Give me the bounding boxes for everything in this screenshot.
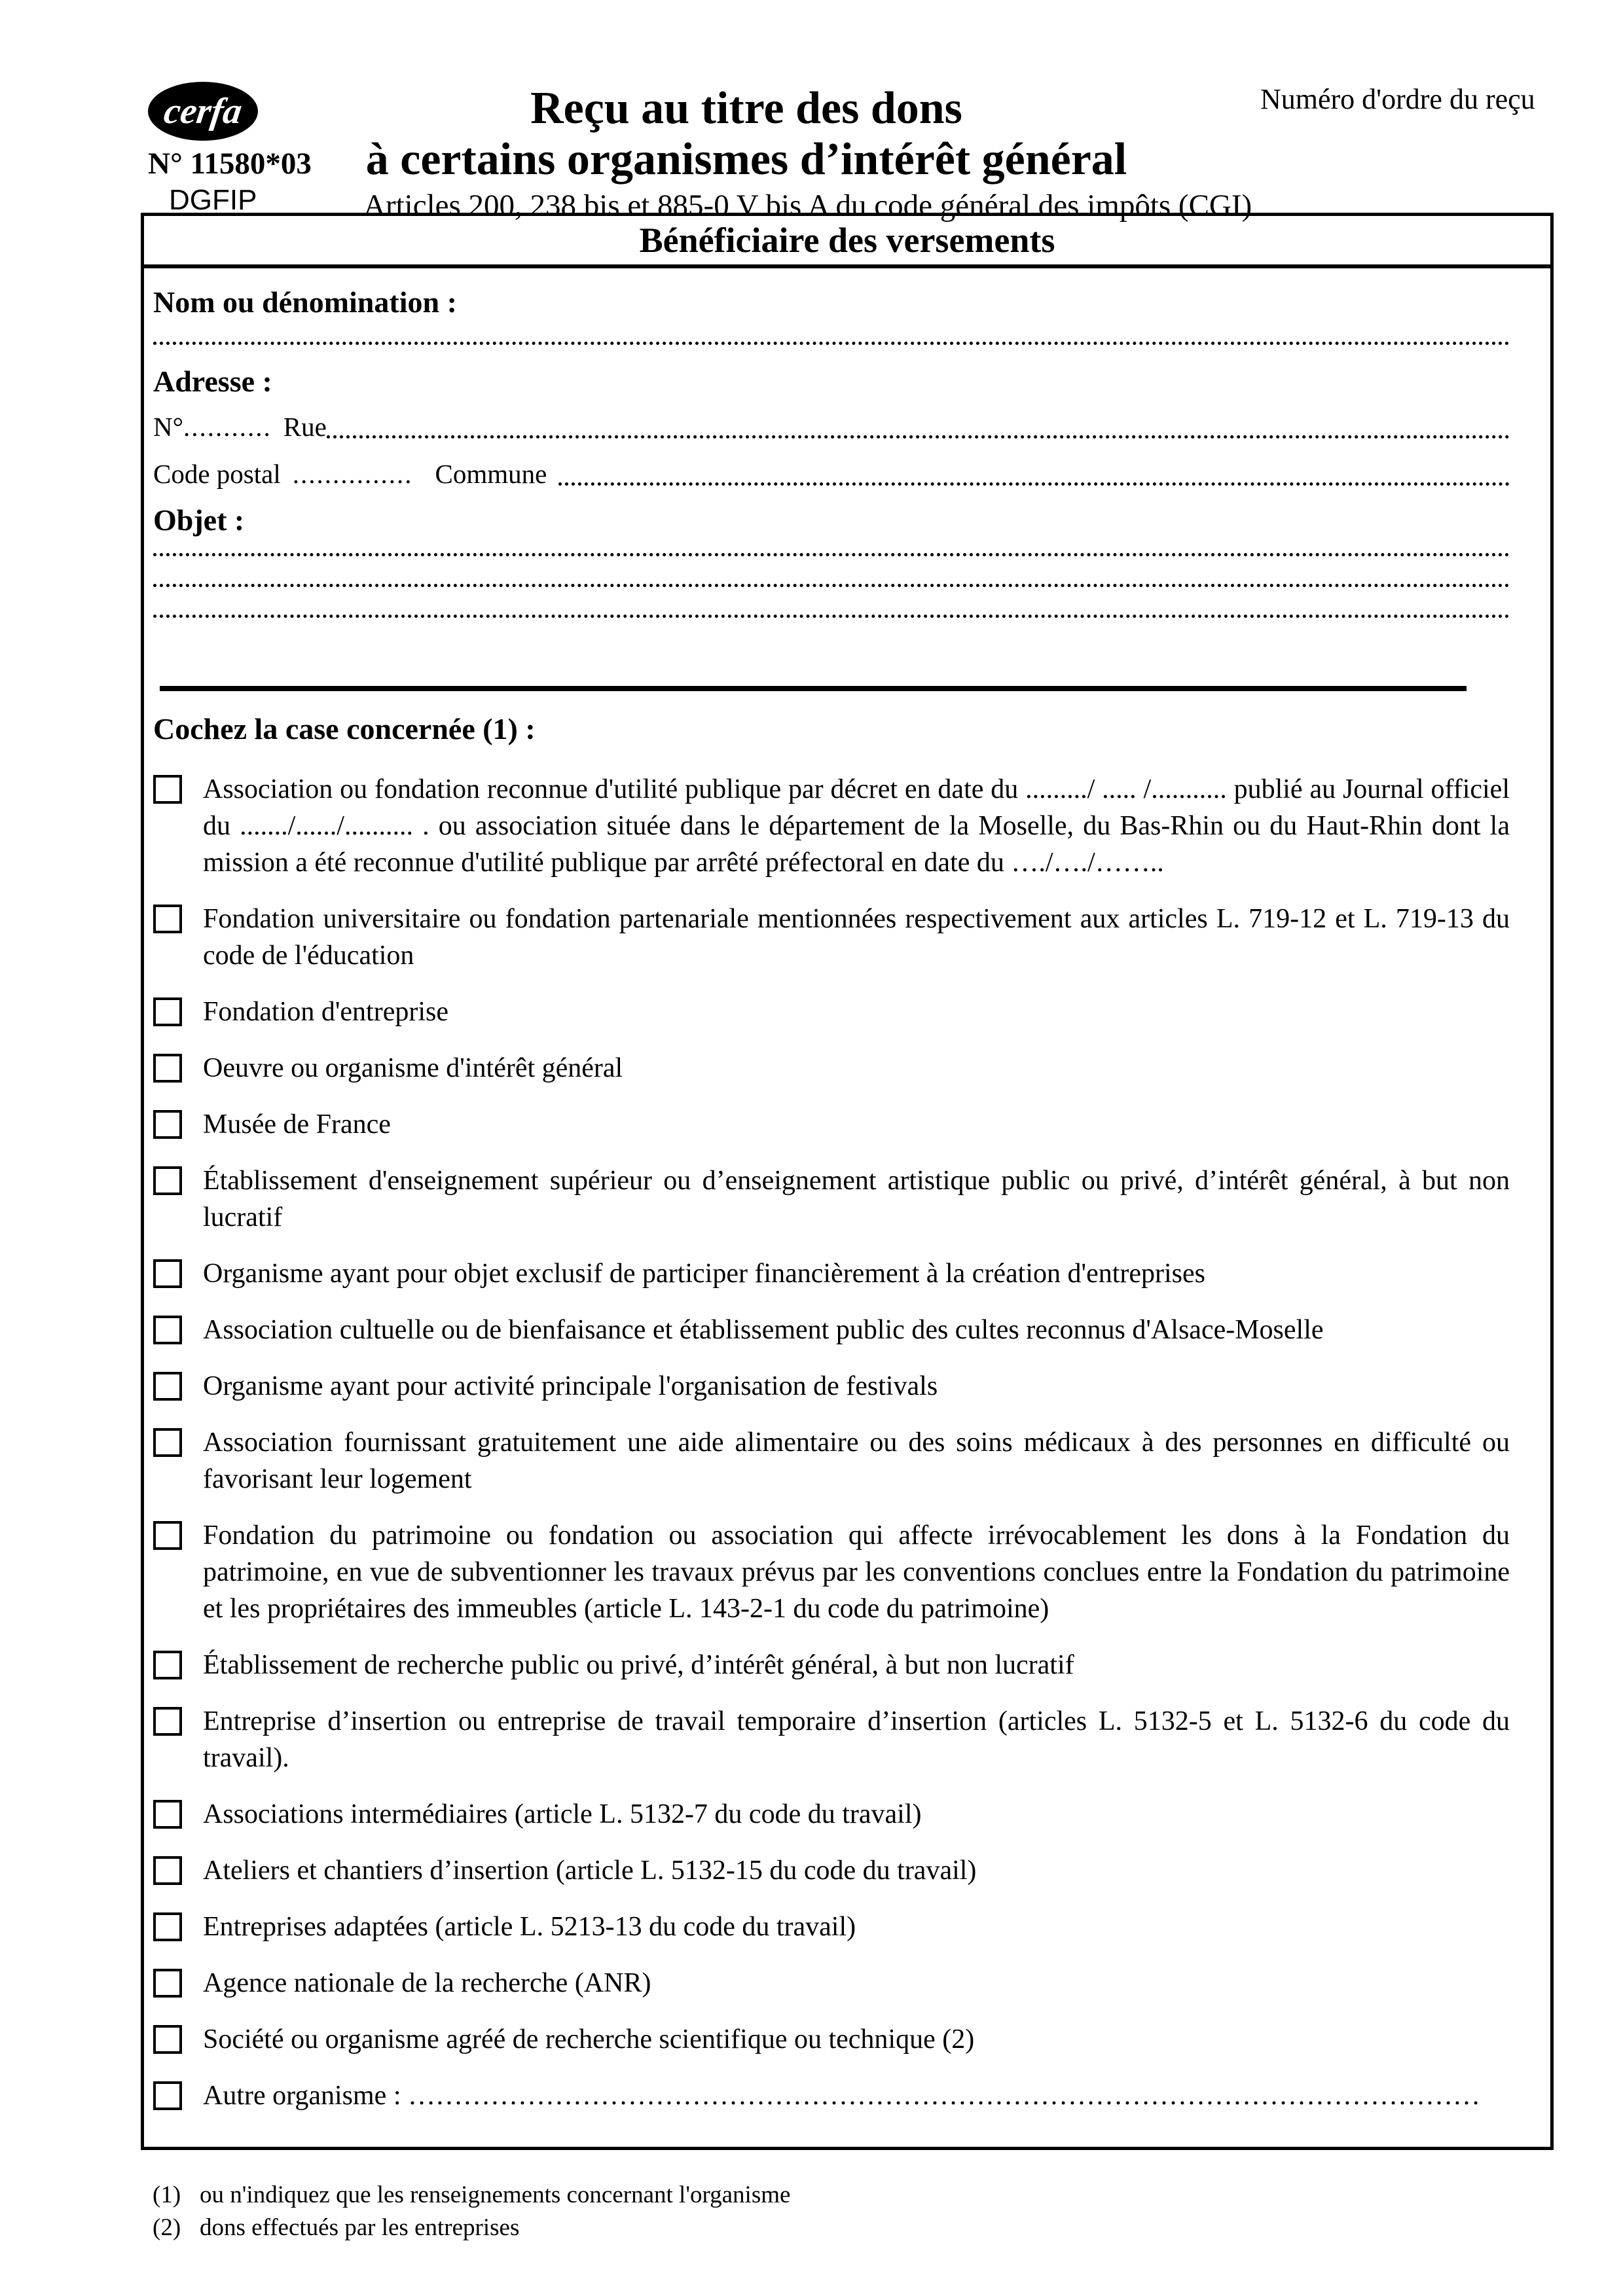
footnote-1 <box>153 2179 1623 2212</box>
checklist <box>153 771 1510 2114</box>
checkbox-item-fondation-universitaire <box>153 901 1510 974</box>
checkbox-item-label: Fondation universitaire ou fondation partenariale mentionnées respectivement aux articles L. 719-12 et L. 719-13 du code de l'éducation <box>203 904 1510 971</box>
checkbox-item-aide-alimentaire <box>153 1424 1510 1498</box>
cerfa-logo-block <box>148 82 312 217</box>
address-label: Adresse : <box>153 365 272 398</box>
checkbox[interactable] <box>153 1372 182 1401</box>
checkbox[interactable] <box>153 1259 182 1288</box>
checkbox-item-label: Association cultuelle ou de bienfaisance et établissement public des cultes reconnus d'Alsace-Moselle <box>203 1315 1324 1345</box>
commune-label: Commune <box>435 459 547 489</box>
checkbox[interactable] <box>153 1856 182 1885</box>
checkbox-item-associations-intermediaires <box>153 1796 1510 1833</box>
checkbox-item-label: Entreprise d’insertion ou entreprise de travail temporaire d’insertion (articles L. 5132-5 et L. 5132-6 du code du travail). <box>203 1706 1510 1773</box>
checkbox-item-ateliers-chantiers-insertion <box>153 1852 1510 1889</box>
object-label: Objet : <box>153 503 245 537</box>
checkbox[interactable] <box>153 1800 182 1829</box>
checkbox-item-etablissement-enseignement <box>153 1162 1510 1236</box>
footnote-number: (2) <box>153 2214 181 2241</box>
checkbox-item-label: Association fournissant gratuitement une aide alimentaire ou des soins médicaux à des personnes en difficulté ou favorisant leur logement <box>203 1427 1510 1494</box>
object-fill-line-1[interactable] <box>153 553 1510 556</box>
footnote-number: (1) <box>153 2181 181 2208</box>
checkbox-item-label: Associations intermédiaires (article L. 5132-7 du code du travail) <box>203 1799 922 1829</box>
footnote-text: dons effectués par les entreprises <box>200 2214 520 2241</box>
checkbox[interactable] <box>153 2081 182 2110</box>
cerfa-logo-text: cerfa <box>161 91 245 132</box>
checkbox-item-label: Établissement d'enseignement supérieur ou d’enseignement artistique public ou privé, d’intérêt général, à but non lucratif <box>203 1166 1510 1232</box>
checkbox-item-label: Établissement de recherche public ou privé, d’intérêt général, à but non lucratif <box>203 1650 1074 1680</box>
checkbox[interactable] <box>153 1912 182 1941</box>
section-title: Bénéficiaire des versements <box>144 216 1550 268</box>
checkbox[interactable] <box>153 997 182 1026</box>
checkbox-item-organisation-festivals <box>153 1368 1510 1405</box>
checkbox-item-label: Association ou fondation reconnue d'utilité publique par décret en date du ........./ ..... /........... publié au Journal officiel du ......./....../.......... . ou association située dans le département de la Moselle, du Bas-Rhin ou du Haut-Rhin dont la mission a été reconnue d'utilité publique par arrêté préfectoral en date du …./…./…….. <box>203 774 1510 878</box>
checkbox-item-label: Entreprises adaptées (article L. 5213-13 du code du travail) <box>203 1912 856 1942</box>
checkbox-item-musee-de-france <box>153 1106 1510 1143</box>
checkbox[interactable] <box>153 1110 182 1139</box>
checkbox[interactable] <box>153 775 182 804</box>
checkbox[interactable] <box>153 905 182 933</box>
section-separator <box>160 686 1467 691</box>
name-fill-line[interactable] <box>153 342 1510 345</box>
checkbox-item-label: Fondation du patrimoine ou fondation ou association qui affecte irrévocablement les dons à la Fondation du patrimoine, en vue de subventionner les travaux prévus par les conventions conclues entre la Fondation du patrimoine et les propriétaires des immeubles (article L. 143-2-1 du code du patrimoine) <box>203 1520 1510 1624</box>
checkbox-item-oeuvre-interet-general <box>153 1050 1510 1086</box>
form-title-line1: Reçu au titre des dons <box>530 83 962 134</box>
checkbox-item-recherche-scientifique <box>153 2021 1510 2058</box>
form-subtitle: Articles 200, 238 bis et 885-0 V bis A du code général des impôts (CGI) <box>363 188 1252 223</box>
checkbox-item-etablissement-recherche <box>153 1647 1510 1683</box>
agency-label: DGFIP <box>169 184 257 216</box>
order-number-label: Numéro d'ordre du reçu <box>1260 83 1535 115</box>
checkbox[interactable] <box>153 1166 182 1195</box>
checkbox-item-creation-entreprises <box>153 1255 1510 1292</box>
checkbox[interactable] <box>153 1054 182 1083</box>
checkbox-item-label: Ateliers et chantiers d’insertion (article L. 5132-15 du code du travail) <box>203 1856 977 1886</box>
checkbox-item-association-cultuelle <box>153 1312 1510 1348</box>
checkbox-item-label: Organisme ayant pour objet exclusif de participer financièrement à la création d'entreprises <box>203 1259 1205 1289</box>
checkbox-item-autre-organisme <box>153 2077 1510 2114</box>
footnotes <box>153 2179 1623 2244</box>
beneficiary-fields <box>144 285 1550 2147</box>
checkbox-item-label: Société ou organisme agréé de recherche scientifique ou technique (2) <box>203 2024 975 2054</box>
checkbox[interactable] <box>153 2025 182 2054</box>
name-label: Nom ou dénomination : <box>153 285 457 319</box>
postal-row <box>153 457 1510 490</box>
cerfa-logo-icon <box>148 82 258 141</box>
object-fill-line-3[interactable] <box>153 615 1510 618</box>
postal-code-fill[interactable]: ............... <box>292 459 413 489</box>
checkbox-item-fondation-patrimoine <box>153 1517 1510 1627</box>
street-row <box>153 410 1510 443</box>
postal-code-label: Code postal <box>153 459 281 489</box>
checkbox-item-anr <box>153 1965 1510 2001</box>
checkbox-item-label: Musée de France <box>203 1109 391 1139</box>
checkbox-item-label: Organisme ayant pour activité principale l'organisation de festivals <box>203 1371 938 1401</box>
checklist-instruction: Cochez la case concernée (1) : <box>153 712 536 745</box>
object-fill-line-2[interactable] <box>153 584 1510 587</box>
checkbox[interactable] <box>153 1651 182 1679</box>
checkbox-item-association-utilite-publique <box>153 771 1510 881</box>
checkbox-item-entreprises-adaptees <box>153 1909 1510 1945</box>
checkbox-item-label: Agence nationale de la recherche (ANR) <box>203 1968 651 1998</box>
commune-fill-line[interactable] <box>558 482 1510 486</box>
title-block <box>363 83 1252 223</box>
checkbox[interactable] <box>153 1521 182 1550</box>
form-number: N° 11580*03 <box>148 147 312 181</box>
street-fill-line[interactable] <box>327 435 1510 439</box>
street-number-label: N° <box>153 412 184 442</box>
checkbox-item-label: Autre organisme : ……………………………………………………………………………………………………… <box>203 2081 1480 2111</box>
checkbox-item-label: Oeuvre ou organisme d'intérêt général <box>203 1053 623 1083</box>
form-title-line2: à certains organismes d’intérêt général <box>365 134 1127 185</box>
street-number-fill[interactable]: ........... <box>183 412 272 442</box>
street-label: Rue <box>283 412 327 442</box>
checkbox-item-label: Fondation d'entreprise <box>203 997 448 1027</box>
checkbox-item-fondation-entreprise <box>153 994 1510 1030</box>
footnote-text: ou n'indiquez que les renseignements concernant l'organisme <box>200 2181 791 2208</box>
checkbox[interactable] <box>153 1969 182 1998</box>
beneficiary-box <box>141 213 1554 2150</box>
checkbox[interactable] <box>153 1707 182 1736</box>
checkbox[interactable] <box>153 1428 182 1457</box>
page-header <box>0 0 1623 223</box>
checkbox[interactable] <box>153 1316 182 1344</box>
footnote-2 <box>153 2212 1623 2244</box>
checkbox-item-entreprise-insertion <box>153 1703 1510 1776</box>
